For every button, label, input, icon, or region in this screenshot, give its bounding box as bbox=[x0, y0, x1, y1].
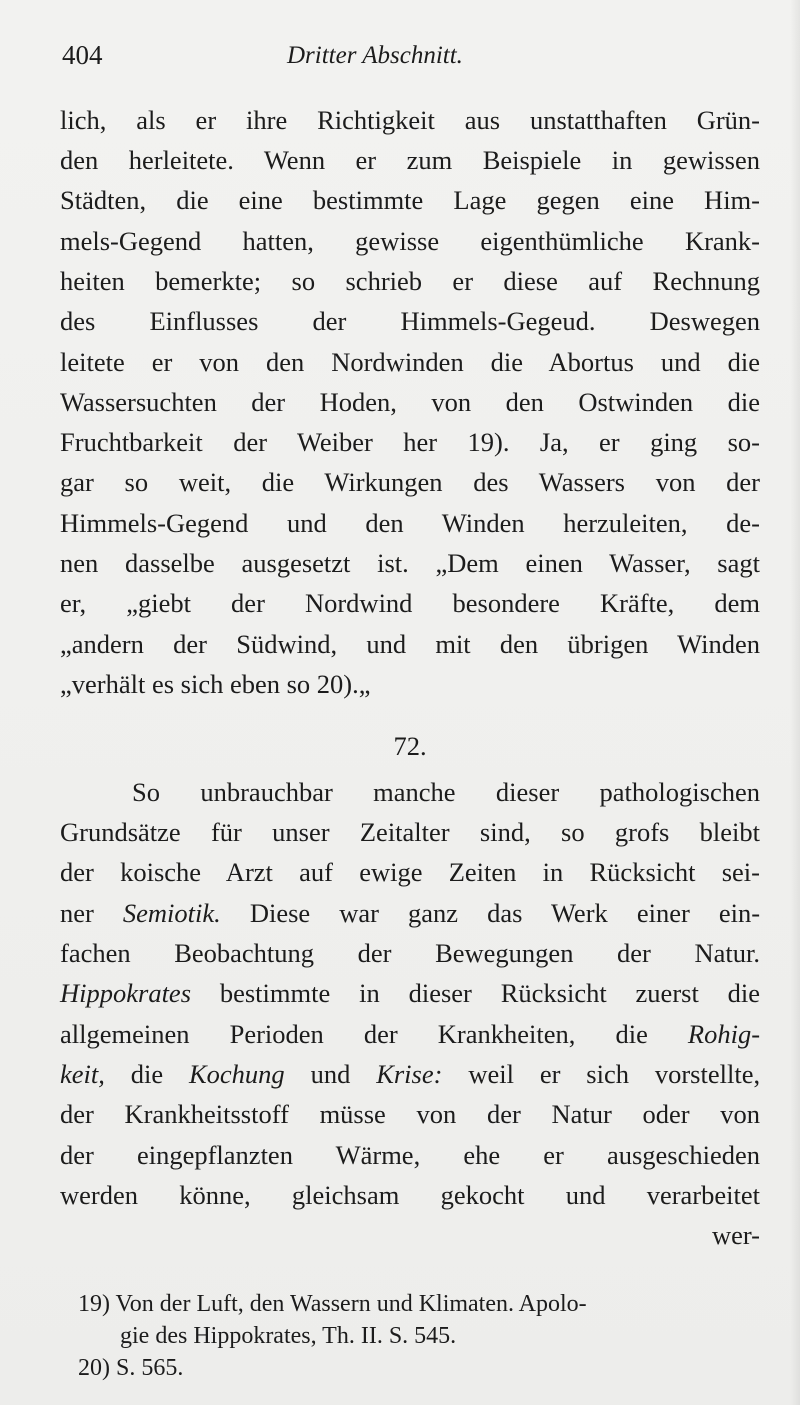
text-line: Hippokrates bestimmte in dieser Rücksicht zuerst die bbox=[60, 978, 761, 1008]
text-line: „verhält es sich eben so 20).„ bbox=[60, 669, 371, 699]
text-line: des Einflusses der Himmels-Gegeud. Deswegen bbox=[60, 306, 760, 336]
text-line: gar so weit, die Wirkungen des Wassers von der bbox=[60, 467, 760, 497]
text-line: werden könne, gleichsam gekocht und verarbeitet bbox=[60, 1180, 760, 1210]
text-line: Städten, die eine bestimmte Lage gegen eine Him- bbox=[60, 185, 760, 215]
text-line: den herleitete. Wenn er zum Beispiele in gewissen bbox=[60, 145, 760, 175]
text-line: keit, die Kochung und Krise: weil er sich vorstellte, bbox=[60, 1059, 761, 1089]
footnote-19-continued: gie des Hippokrates, Th. II. S. 545. bbox=[120, 1323, 457, 1349]
text-line: lich, als er ihre Richtigkeit aus unstatthaften Grün- bbox=[60, 105, 760, 135]
text-line: Himmels-Gegend und den Winden herzuleiten, de- bbox=[60, 508, 760, 538]
text-line: ner Semiotik. Diese war ganz das Werk einer ein- bbox=[60, 898, 761, 928]
page-number: 404 bbox=[62, 40, 103, 70]
text-line: der Krankheitsstoff müsse von der Natur oder von bbox=[60, 1099, 760, 1129]
text-line: Grundsätze für unser Zeitalter sind, so grofs bleibt bbox=[60, 817, 760, 847]
text-line: Wassersuchten der Hoden, von den Ostwinden die bbox=[60, 387, 760, 417]
catchword: wer- bbox=[711, 1220, 760, 1250]
running-head: Dritter Abschnitt. bbox=[287, 42, 463, 69]
text-line: nen dasselbe ausgesetzt ist. „Dem einen Wasser, sagt bbox=[60, 548, 760, 578]
section-number: 72. bbox=[393, 731, 427, 761]
text-line: heiten bemerkte; so schrieb er diese auf Rechnung bbox=[60, 266, 760, 296]
text-line: er, „giebt der Nordwind besondere Kräfte, dem bbox=[60, 588, 760, 618]
footnote-19: 19) Von der Luft, den Wassern und Klimaten. Apolo- bbox=[78, 1291, 587, 1317]
text-line: „andern der Südwind, und mit den übrigen Winden bbox=[60, 629, 760, 659]
text-line: fachen Beobachtung der Bewegungen der Natur. bbox=[60, 938, 760, 968]
text-line: So unbrauchbar manche dieser pathologischen bbox=[132, 777, 760, 807]
text-line: allgemeinen Perioden der Krankheiten, die Rohig- bbox=[60, 1019, 761, 1049]
text-line: der koische Arzt auf ewige Zeiten in Rücksicht sei- bbox=[60, 857, 760, 887]
page-edge-shadow bbox=[790, 0, 800, 1405]
text-line: leitete er von den Nordwinden die Abortus und die bbox=[60, 347, 760, 377]
footnote-20: 20) S. 565. bbox=[78, 1355, 184, 1381]
text-line: der eingepflanzten Wärme, ehe er ausgeschieden bbox=[60, 1140, 760, 1170]
text-line: Fruchtbarkeit der Weiber her 19). Ja, er ging so- bbox=[60, 427, 760, 457]
text-line: mels-Gegend hatten, gewisse eigenthümliche Krank- bbox=[60, 226, 760, 256]
page-header bbox=[62, 40, 742, 82]
